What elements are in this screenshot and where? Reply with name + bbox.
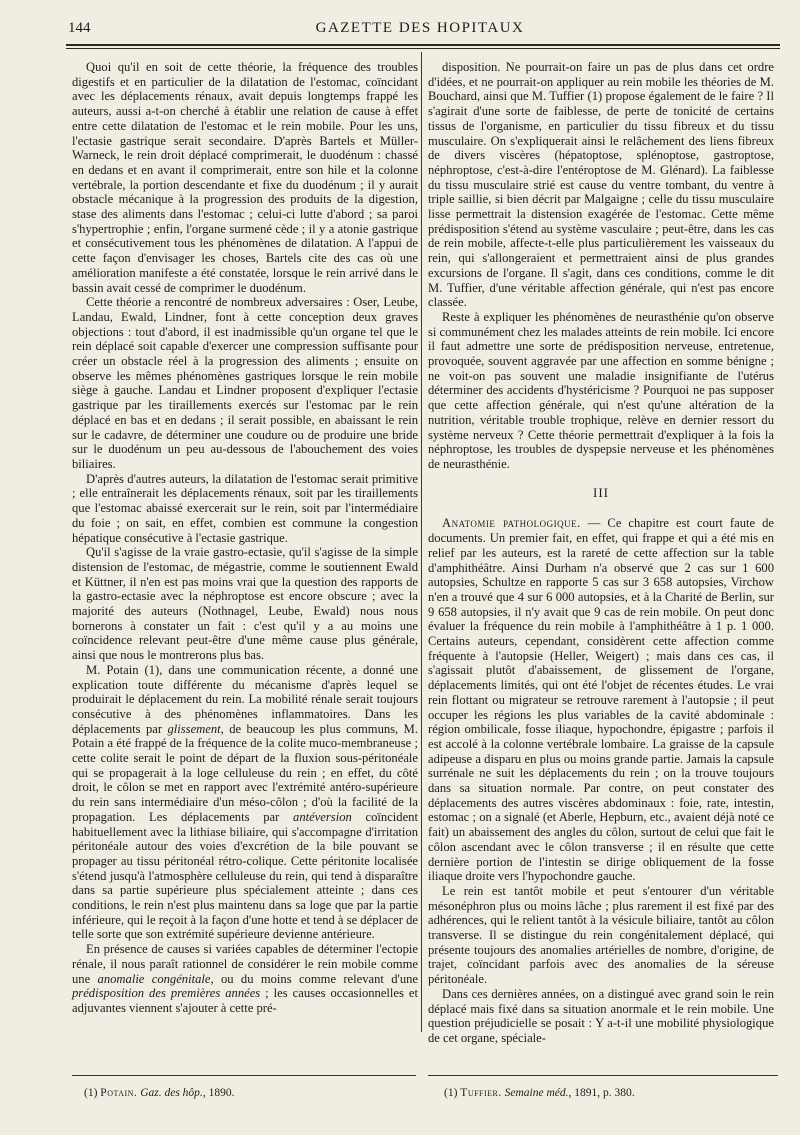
column-divider bbox=[421, 52, 422, 1032]
footnote-author: Potain. bbox=[100, 1087, 138, 1099]
footnote-detail: , 1890. bbox=[202, 1087, 235, 1099]
page-header bbox=[60, 18, 780, 40]
paragraph: D'après d'autres auteurs, la dilatation de l'estomac serait primitive ; elle entraînerait les déplacements rénaux, soit par les tiraillements que l'estomac abaissé exercerait sur le rein, soit par l'intermédiaire du foie ; on sait, en effet, combien est commune la congestion hépatique consécutive à l'ectasie gastrique. bbox=[72, 471, 418, 545]
footnote-source: Semaine méd. bbox=[504, 1087, 569, 1099]
section-heading: III bbox=[593, 484, 609, 500]
text-run: , de beaucoup les plus communs, M. Potain a été frappé de la fréquence de la colite muco-membraneuse ; cette colite serait le point de départ de la fluxion sous-péritonéale qui se propagerait à la loge celluleuse du rein ; en effet, du côté droit, le côlon se met en rapport avec l'extrémité antéro-supérieure du rein sans intermédiaire d'un méso-côlon ; d'où la facilité de la propagation. Les déplacements par bbox=[72, 721, 418, 824]
left-column bbox=[72, 60, 418, 1035]
section-label: Anatomie pathologique. bbox=[442, 516, 581, 531]
emphasis: prédisposition des premières années bbox=[72, 986, 261, 1001]
paragraph bbox=[72, 942, 418, 1016]
text-run: coïncident habituellement avec la lithiase biliaire, qui s'accompagne d'irritation péritonéale autour des voies d'excrétion de la bile pouvant se propager au tissu péritonéal rétro-colique. Cette péritonite localisée s'étend jusqu'à l'atmosphère celluleuse du rein, qui tend à disparaître dans sa partie supérieure plus spécialement atteinte ; dans ces conditions, le rein n'est plus maintenu dans sa loge que par la partie inférieure, qui le reçoit à la façon d'une hotte et tend à se déplacer de telle sorte que son extrémité supérieure devienne antérieure. bbox=[72, 809, 418, 942]
paragraph: Le rein est tantôt mobile et peut s'entourer d'un véritable mésonéphron plus ou moins lâche ; plus rarement il est fixé par des adhérences, qui le relient tantôt à la vésicule biliaire, tantôt au côlon transverse. Il se distingue du rein congénitalement déplacé, qui présente toujours des anomalies artérielles de nombre, d'origine, de trajet, coïncidant parfois avec des anomalies de la séreuse péritonéale. bbox=[428, 883, 774, 987]
footnote-marker: (1) bbox=[444, 1087, 461, 1099]
emphasis: glissement bbox=[167, 721, 221, 736]
footnote-rule bbox=[428, 1075, 778, 1076]
paragraph: Reste à expliquer les phénomènes de neurasthénie qu'on observe si communément chez les malades atteints de rein mobile. Ici encore il faut admettre une sorte de prédisposition nerveuse, entretenue, provoquée, souvent aggravée par une affection en somme bénigne ; ne voit-on pas souvent une maladie insignifiante de l'utérus déterminer des accidents d'hystéricisme ? Pourquoi ne pas supposer que cette affection générale, qui n'est qu'une altération de la nutrition, véritable trouble trophique, relève en dernier ressort du système nerveux ? Cette théorie permettrait d'expliquer à la fois la néphroptose, les troubles de dyspepsie nerveuse et les phénomènes de neurasthénie. bbox=[428, 309, 774, 471]
paragraph: disposition. Ne pourrait-on faire un pas de plus dans cet ordre d'idées, et ne pourrait-on appliquer au rein mobile les théories de M. Bouchard, ainsi que M. Tuffier (1) propose également de le faire ? Il s'agirait d'une sorte de faiblesse, de perte de tonicité de certains tissus de l'organisme, en particulier du tissu fibreux et du tissu musculaire. On s'expliquerait ainsi le relâchement des liens fibreux de divers viscères (hépatoptose, splénoptose, gastroptose, néphroptose, c'est-à-dire l'entéroptose de M. Glénard). La faiblesse du tissu musculaire strié est cause du ventre tombant, du ventre à triple saillie, si bien décrit par Malgaigne ; celle du tissu musculaire lisse permettrait la distension exagérée de l'estomac. Cette même prédisposition s'étend au système vasculaire ; peut-être, dans les cas de rein mobile, affecte-t-elle plus particulièrement les vaisseaux du rein, qui s'allongeraient et permettraient ainsi de plus grandes excursions de l'organe. Il s'agit, dans ces conditions, comme le dit M. Tuffier, d'une véritable affection générale, qui n'est pas encore classée. bbox=[428, 60, 774, 310]
page-number: 144 bbox=[68, 20, 91, 36]
text-run: — Ce chapitre est court faute de documents. Un premier fait, en effet, qui frappe et qui a été mis en relief par les auteurs, est la rareté de cette affection sur la table d'amphithéâtre. Ainsi Durham n'a observé que 2 cas sur 1 600 autopsies, Schultze en rapporte 5 cas sur 3 658 autopsies, Virchow n'en a trouvé que 4 sur 6 000 autopsies, et à la Charité de Berlin, sur 9 658 autopsies, il n'y avait que 9 cas de rein mobile. On peut donc évaluer la fréquence du rein mobile à l'amphithéâtre à 1 p. 1 000. Certains auteurs, cependant, considèrent cette affection comme fréquente à l'autopsie (Heller, Weigert) ; mais dans ces cas, il s'agissait plutôt d'abaissement, de glissement de l'organe, déplacements limités, qui ont été l'objet de récentes études. Le vrai rein flottant ou migrateur se retrouve rarement à l'autopsie ; il peut occuper les régions les plus variables de la cavité abdominale : région ombilicale, fosse iliaque, hypochondre, épigastre ; parfois il est accolé à la colonne vertébrale lombaire. La graisse de la capsule adipeuse a disparu en plus ou moins grande partie. Jamais la capsule surrénale ne suit les déplacements du rein ; on la trouve toujours dans sa situation normale. Par contre, on peut constater des déplacements des autres viscères abdominaux : foie, rate, intestin, estomac ; on a signalé (et Aberle, Hepburn, etc., avaient déjà noté ce fait) un abaissement des angles du côlon, surtout de celui que fait le côlon ascendant avec le côlon transverse ; il en résulte que cette dernière portion de l'intestin se dirige obliquement de la fosse iliaque droite vers l'hypochondre gauche. bbox=[428, 516, 774, 884]
footnote-source: Gaz. des hôp. bbox=[140, 1087, 203, 1099]
emphasis: antéversion bbox=[293, 809, 352, 824]
paragraph: Qu'il s'agisse de la vraie gastro-ectasie, qu'il s'agisse de la simple distension de l'estomac, de mégastrie, comme le soutiennent Ewald et Küttner, il n'en est pas moins vrai que la question des rapports de la gastro-ectasie avec la néphroptose est encore obscure ; avec la majorité des auteurs (Nothnagel, Leube, Ewald) nous nous bornerons à constater un fait : c'est qu'il y a au moins une coïncidence relevant peut-être d'une même cause plus générale, ainsi que nous le montrerons plus bas. bbox=[72, 545, 418, 663]
text-run: , ou du moins comme relevant d'une bbox=[210, 971, 419, 986]
emphasis: anomalie congénitale bbox=[97, 971, 211, 986]
journal-title: GAZETTE DES HOPITAUX bbox=[315, 20, 525, 36]
footnote-author: Tuffier. bbox=[460, 1087, 502, 1099]
text-run: ; les causes occasionnelles et adjuvantes viennent s'ajouter à cette pré- bbox=[72, 986, 418, 1015]
footnote bbox=[84, 1086, 414, 1100]
paragraph: Cette théorie a rencontré de nombreux adversaires : Oser, Leube, Landau, Ewald, Lindner, font à cette conception deux graves objections : tout d'abord, il est inadmissible qu'un organe tel que le rein déplacé soit capable d'exercer une compression suffisante pour créer un obstacle réel à la progression des aliments ; ensuite on observe les mêmes phénomènes gastriques lorsque le rein mobile siège à gauche. Landau et Lindner proposent d'expliquer l'ectasie gastrique par les tiraillements exercés sur l'estomac par le rein déplacé en bas et en dedans ; il serait possible, en abaissant le rein sur le cadavre, de déterminer une coudure ou de produire une bride sur le duodénum un peu au-dessous de l'abouchement des voies biliaires. bbox=[72, 295, 418, 471]
right-column bbox=[428, 60, 774, 1045]
text-run: En présence de causes si variées capables de déterminer l'ectopie rénale, il nous paraît rationnel de considérer le rein mobile comme une bbox=[72, 942, 418, 986]
paragraph: Dans ces dernières années, on a distingué avec grand soin le rein déplacé mais fixé dans sa situation anormale et le rein mobile. Une question préjudicielle se posait : Y a-t-il une mobilité physiologique de cet organe, spéciale- bbox=[428, 986, 774, 1045]
footnote bbox=[444, 1086, 774, 1100]
paragraph bbox=[428, 516, 774, 884]
footnote-marker: (1) bbox=[84, 1087, 101, 1099]
paragraph: Quoi qu'il en soit de cette théorie, la fréquence des troubles digestifs et en particulier de la dilatation de l'estomac, coïncidant avec les déplacements rénaux, avait depuis longtemps frappé les auteurs, aussi a-t-on cherché à établir une relation de cause à effet entre cette dilatation de l'estomac et le rein mobile. Pour les uns, l'ectasie gastrique serait secondaire. D'après Bartels et Müller-Warneck, le rein droit déplacé comprimerait, le duodénum : chassé en dedans et en avant il comprimerait, entre son hile et la colonne vertébrale, la portion descendante et fixe du duodénum ; il y aurait obstacle mécanique à la progression des produits de la digestion, stase des aliments dans l'estomac ; celui-ci lutte d'abord ; sa paroi s'hypertrophie ; enfin, l'organe surmené cède ; il y a atonie gastrique et consécutivement tous les phénomènes de dilatation. A l'appui de cette façon d'envisager les choses, Bartels cite des cas où une amélioration manifeste a été constatée, lorsque le rein arrivé dans le bassin avait cessé de comprimer le duodénum. bbox=[72, 60, 418, 295]
header-rule bbox=[66, 44, 780, 49]
text-run: M. Potain (1), dans une communication récente, a donné une explication toute différente du mécanisme d'après lequel se produirait le déplacement du rein. La mobilité rénale serait toujours consécutive à des phénomènes inflammatoires. Dans les déplacements par bbox=[72, 662, 418, 736]
footnote-rule bbox=[72, 1075, 416, 1076]
footnote-detail: , 1891, p. 380. bbox=[568, 1087, 635, 1099]
paragraph bbox=[72, 663, 418, 942]
